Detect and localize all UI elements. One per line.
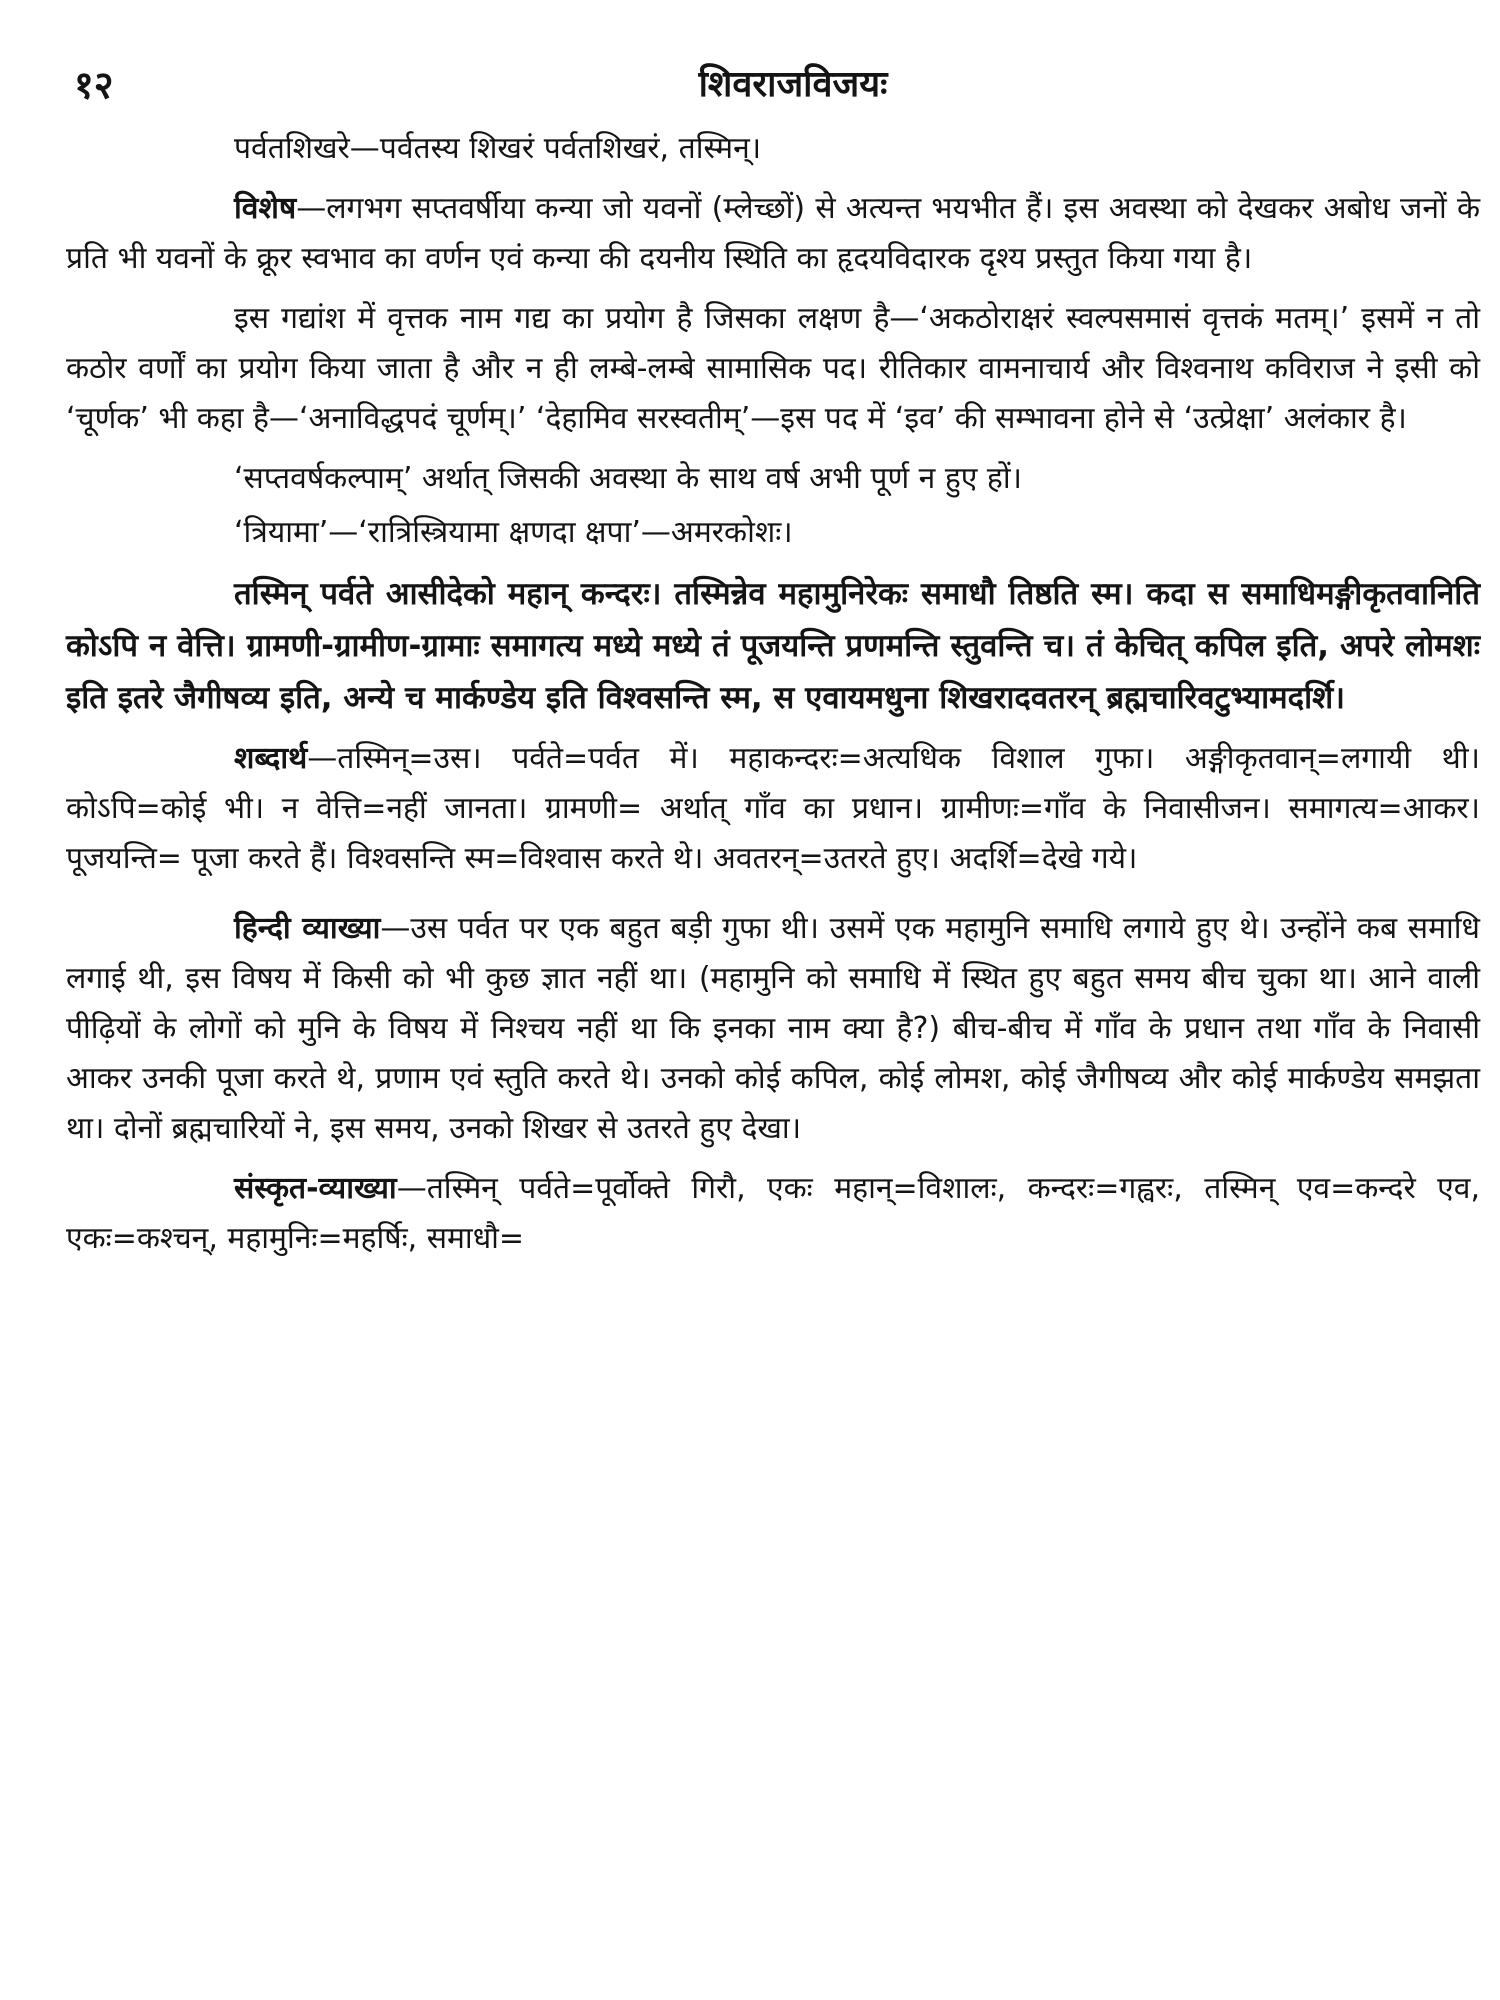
term-hindi-vyakhya: हिन्दी व्याख्या [234,911,381,946]
shabdarth-text: —तस्मिन्=उस। पर्वते=पर्वत में। महाकन्दरः=अत्यधिक विशाल गुफा। अङ्गीकृतवान्=लगायी थी। कोऽपि=कोई भी। न वेत्ति=नहीं जानता। ग्रामणी= अर्थात् गाँव का प्रधान। ग्रामीणः=गाँव के निवासीजन। समागत्य=आकर। पूजयन्ति= पूजा करते हैं। विश्वसन्ति स्म=विश्वास करते थे। अवतरन्=उतरते हुए। अदर्शि=देखे गये। [66,741,1480,876]
sanskrit-vyakhya-text: —तस्मिन् पर्वते=पूर्वोक्ते गिरौ, एकः महान्=विशालः, कन्दरः=गह्वरः, तस्मिन् एव=कन्दरे एव, एकः=कश्चन्, महामुनिः=महर्षिः, समाधौ= [66,1171,1480,1256]
term-shabdarth: शब्दार्थ [234,741,308,776]
page-header [66,58,1480,118]
sanskrit-verse-passage: तस्मिन् पर्वते आसीदेको महान् कन्दरः। तस्मिन्नेव महामुनिरेकः समाधौ तिष्ठति स्म। कदा स समाधिमङ्गीकृतवानिति कोऽपि न वेत्ति। ग्रामणी-ग्रामीण-ग्रामाः समागत्य मध्ये मध्ये तं पूजयन्ति प्रणमन्ति स्तुवन्ति च। तं केचित् कपिल इति, अपरे लोमशः इति इतरे जैगीषव्य इति, अन्ये च मार्कण्डेय इति विश्वसन्ति स्म, स एवायमधुना शिखरादवतरन् ब्रह्मचारिवटुभ्यामदर्शि। [66,576,1480,716]
paragraph-shabdarth [66,734,1480,884]
page-number: १२ [74,63,114,107]
paragraph-vishesh [66,184,1480,284]
paragraph-sanskrit-vyakhya [66,1164,1480,1264]
paragraph-hindi-vyakhya [66,904,1480,1154]
hindi-vyakhya-text: —उस पर्वत पर एक बहुत बड़ी गुफा थी। उसमें एक महामुनि समाधि लगाये हुए थे। उन्होंने कब समाधि लगाई थी, इस विषय में किसी को भी कुछ ज्ञात नहीं था। (महामुनि को समाधि में स्थित हुए बहुत समय बीच चुका था। आने वाली पीढ़ियों के लोगों को मुनि के विषय में निश्चय नहीं था कि इनका नाम क्या है?) बीच-बीच में गाँव के प्रधान तथा गाँव के निवासी आकर उनकी पूजा करते थे, प्रणाम एवं स्तुति करते थे। उनको कोई कपिल, कोई लोमश, कोई जैगीषव्य और कोई मार्कण्डेय समझता था। दोनों ब्रह्मचारियों ने, इस समय, उनको शिखर से उतरते हुए देखा। [66,911,1480,1146]
paragraph-triyama: ‘त्रियामा’—‘रात्रिस्त्रियामा क्षणदा क्षपा’—अमरकोशः। [234,515,793,550]
term-sanskrit-vyakhya: संस्कृत-व्याख्या [234,1171,397,1206]
term-vishesh: विशेष [234,191,297,226]
paragraph-parvatashikhare: पर्वतशिखरे—पर्वतस्य शिखरं पर्वतशिखरं, तस्मिन्। [234,131,762,166]
page-body [66,124,1480,1264]
paragraph-saptavarsha: ‘सप्तवर्षकल्पाम्’ अर्थात् जिसकी अवस्था के साथ वर्ष अभी पूर्ण न हुए हों। [234,461,1022,496]
vishesh-text: —लगभग सप्तवर्षीया कन्या जो यवनों (म्लेच्छों) से अत्यन्त भयभीत हैं। इस अवस्था को देखकर अबोध जनों के प्रति भी यवनों के क्रूर स्वभाव का वर्णन एवं कन्या की दयनीय स्थिति का हृदयविदारक दृश्य प्रस्तुत किया गया है। [66,191,1480,276]
running-title: शिवराजविजयः [698,64,888,105]
paragraph-vrittak: इस गद्यांश में वृत्तक नाम गद्य का प्रयोग है जिसका लक्षण है—‘अकठोराक्षरं स्वल्पसमासं वृत्तकं मतम्।’ इसमें न तो कठोर वर्णों का प्रयोग किया जाता है और न ही लम्बे-लम्बे सामासिक पद। रीतिकार वामनाचार्य और विश्वनाथ कविराज ने इसी को ‘चूर्णक’ भी कहा है—‘अनाविद्धपदं चूर्णम्।’ ‘देहामिव सरस्वतीम्’—इस पद में ‘इव’ की सम्भावना होने से ‘उत्प्रेक्षा’ अलंकार है। [66,301,1480,436]
